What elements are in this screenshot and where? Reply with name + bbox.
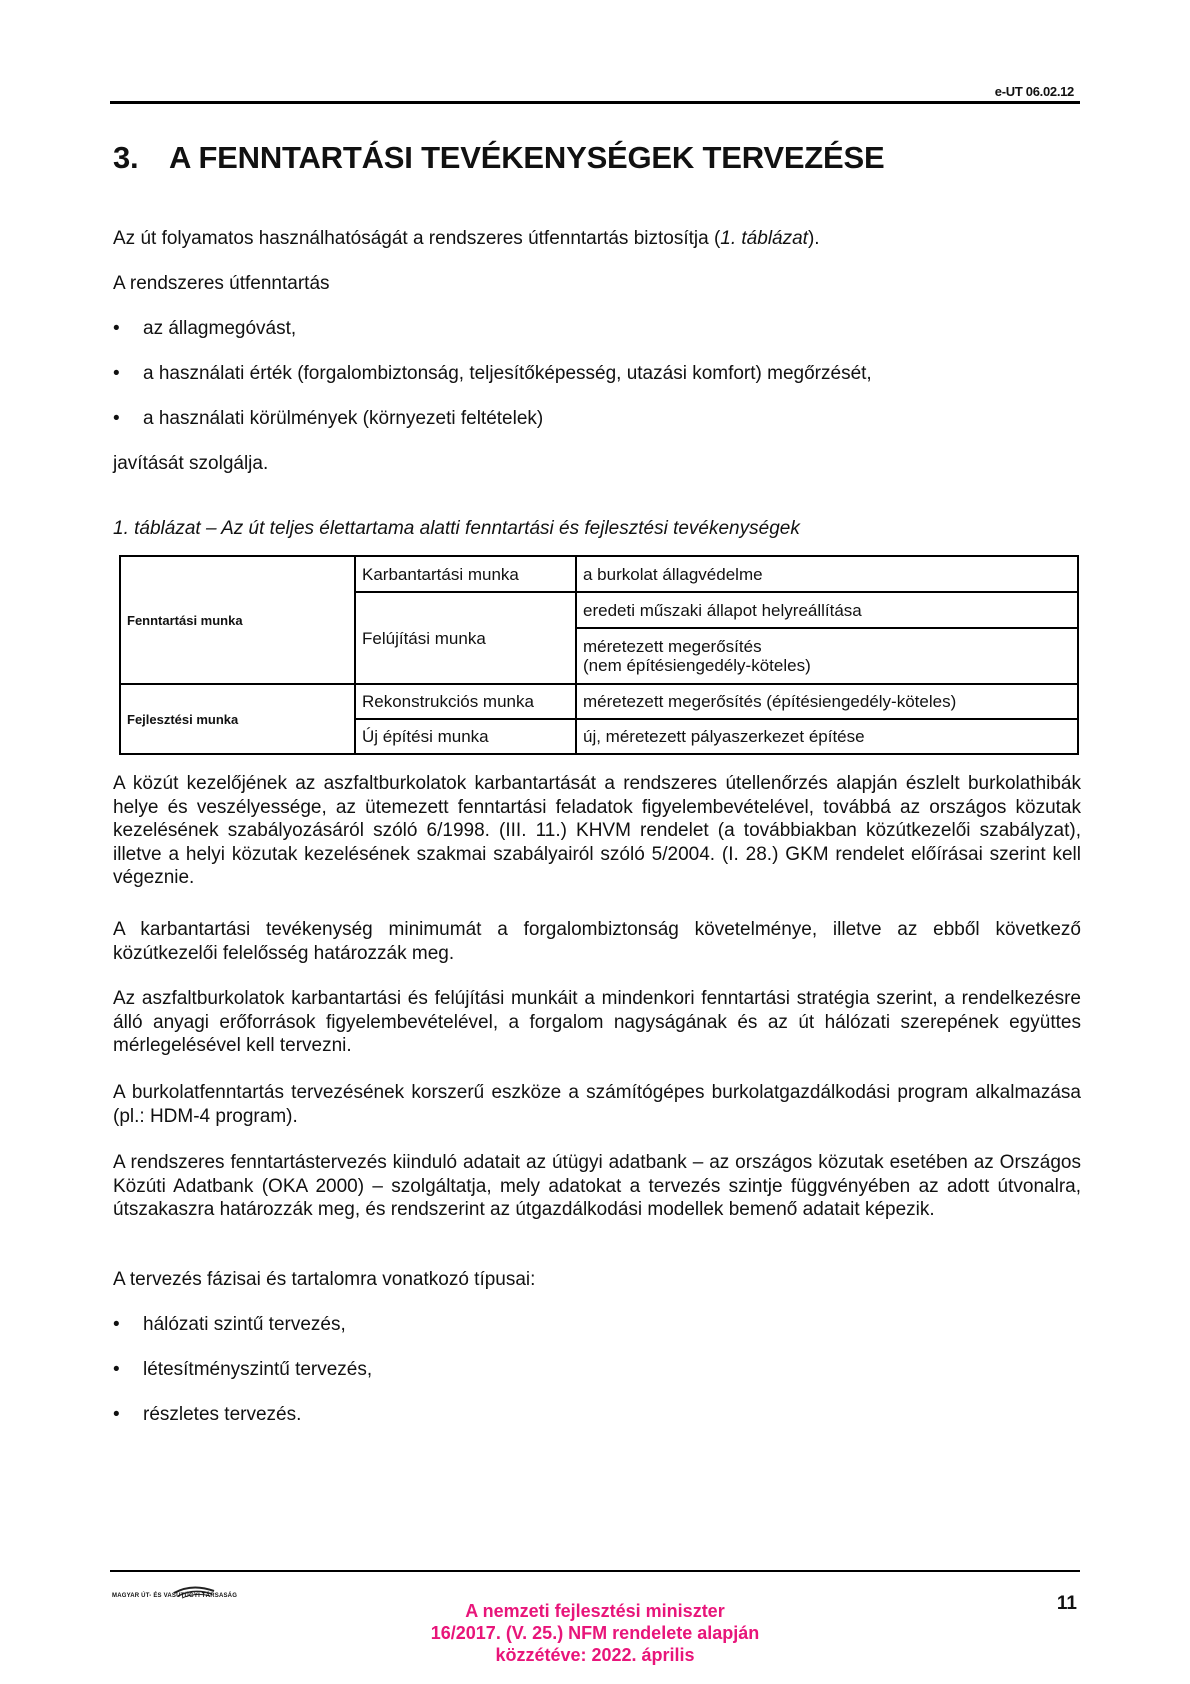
body-paragraph-6: A tervezés fázisai és tartalomra vonatkozó típusai: <box>113 1269 536 1290</box>
intro-bullet-text: a használati körülmények (környezeti feltételek) <box>143 408 544 429</box>
section-title: A FENNTARTÁSI TEVÉKENYSÉGEK TERVEZÉSE <box>169 140 885 175</box>
description-cell: új, méretezett pályaszerkezet építése <box>576 719 1078 754</box>
page-number: 11 <box>1056 1593 1077 1614</box>
body-bullet <box>113 1358 372 1381</box>
section-number: 3. <box>113 140 139 175</box>
bullet-dot: • <box>113 1404 120 1425</box>
bullet-dot: • <box>113 363 120 384</box>
bullet-dot: • <box>113 1314 120 1335</box>
intro-bullet-text: a használati érték (forgalombiztonság, teljesítőképesség, utazási komfort) megőrzését, <box>143 363 872 384</box>
notice-line: 16/2017. (V. 25.) NFM rendelete alapján <box>430 1623 760 1643</box>
group-cell-maintenance: Fenntartási munka <box>120 556 355 684</box>
intro-paragraph-1 <box>113 227 1081 251</box>
body-bullet <box>113 1403 301 1426</box>
subtype-cell: Felújítási munka <box>355 592 576 684</box>
description-cell: méretezett megerősítés (építésiengedély-köteles) <box>576 684 1078 719</box>
body-paragraph-5: A rendszeres fenntartástervezés kiinduló adatait az útügyi adatbank – az országos közutak esetében az Országos Közúti Adatbank (OKA 2000) – szolgáltatja, mely adatokat a tervezés szintje függvényében az adott útvonalra, útszakaszra határozzák meg, és rendszerint az útgazdálkodási modellek bemenő adatait képezik. <box>113 1152 1081 1220</box>
body-paragraph-1: A közút kezelőjének az aszfaltburkolatok karbantartását a rendszeres útellenőrzés alapján észlelt burkolathibák helye és veszélyessége, az ütemezett fenntartási feladatok figyelembevételével, továbbá az országos közutak kezelésének szabályozásáról szóló 6/1998. (III. 11.) KHVM rendelet (a továbbiakban közútkezelői szabályzat), illetve a helyi közutak kezelésének szakmai szabályairól szóló 5/2004. (I. 28.) GKM rendelet előírásai szerint kell végeznie. <box>113 773 1081 888</box>
body-bullet-text: részletes tervezés. <box>143 1404 302 1425</box>
activities-table <box>119 555 1079 755</box>
body-bullet-text: létesítményszintű tervezés, <box>143 1359 373 1380</box>
subtype-cell: Karbantartási munka <box>355 556 576 592</box>
table-reference: 1. táblázat <box>720 228 808 249</box>
intro-bullet-text: az állagmegóvást, <box>143 318 297 339</box>
intro-paragraph-1-end: ). <box>807 228 820 249</box>
table-row <box>120 556 1078 592</box>
body-paragraph-4: A burkolatfenntartás tervezésének korszerű eszköze a számítógépes burkolatgazdálkodási program alkalmazása (pl.: HDM-4 program). <box>113 1082 1081 1127</box>
description-line: (nem építésiengedély-köteles) <box>583 656 811 675</box>
subtype-cell: Új építési munka <box>355 719 576 754</box>
intro-paragraph-1-text: Az út folyamatos használhatóságát a rendszeres útfenntartás biztosítja ( <box>113 228 721 249</box>
body-bullet-text: hálózati szintű tervezés, <box>143 1314 346 1335</box>
notice-line: közzétéve: 2022. április <box>495 1645 695 1665</box>
intro-paragraph-3: javítását szolgálja. <box>113 453 269 474</box>
intro-bullet <box>113 317 296 340</box>
notice-line: A nemzeti fejlesztési miniszter <box>465 1601 725 1621</box>
table-row <box>120 684 1078 719</box>
description-cell: a burkolat állagvédelme <box>576 556 1078 592</box>
body-paragraph-3: Az aszfaltburkolatok karbantartási és felújítási munkáit a mindenkori fenntartási stratégia szerint, a rendelkezésre álló anyagi erőforrások figyelembevételével, a forgalom nagyságának és az út hálózati szerepének együttes mérlegelésével kell tervezni. <box>113 988 1081 1056</box>
body-paragraph-2: A karbantartási tevékenység minimumát a forgalombiztonság követelménye, illetve az ebből következő közútkezelői felelősség határozzák meg. <box>113 919 1081 964</box>
subtype-cell: Rekonstrukciós munka <box>355 684 576 719</box>
publication-notice <box>0 1600 1190 1666</box>
bullet-dot: • <box>113 408 120 429</box>
intro-paragraph-2: A rendszeres útfenntartás <box>113 273 330 294</box>
bullet-dot: • <box>113 318 120 339</box>
description-line: méretezett megerősítés <box>583 637 762 656</box>
body-bullet <box>113 1313 346 1336</box>
header-rule <box>110 101 1080 104</box>
intro-bullet <box>113 407 543 430</box>
description-cell: eredeti műszaki állapot helyreállítása <box>576 592 1078 628</box>
section-heading <box>113 140 884 176</box>
bullet-dot: • <box>113 1359 120 1380</box>
group-cell-development: Fejlesztési munka <box>120 684 355 754</box>
document-code: e-UT 06.02.12 <box>994 84 1074 99</box>
table-caption: 1. táblázat – Az út teljes élettartama alatti fenntartási és fejlesztési tevékenységek <box>113 518 800 539</box>
intro-bullet <box>113 362 872 385</box>
footer-rule <box>110 1570 1080 1572</box>
organization-logo-text: MAGYAR ÚT- ÉS VASÚTÜGYI TÁRSASÁG <box>112 1593 238 1599</box>
description-cell <box>576 628 1078 684</box>
